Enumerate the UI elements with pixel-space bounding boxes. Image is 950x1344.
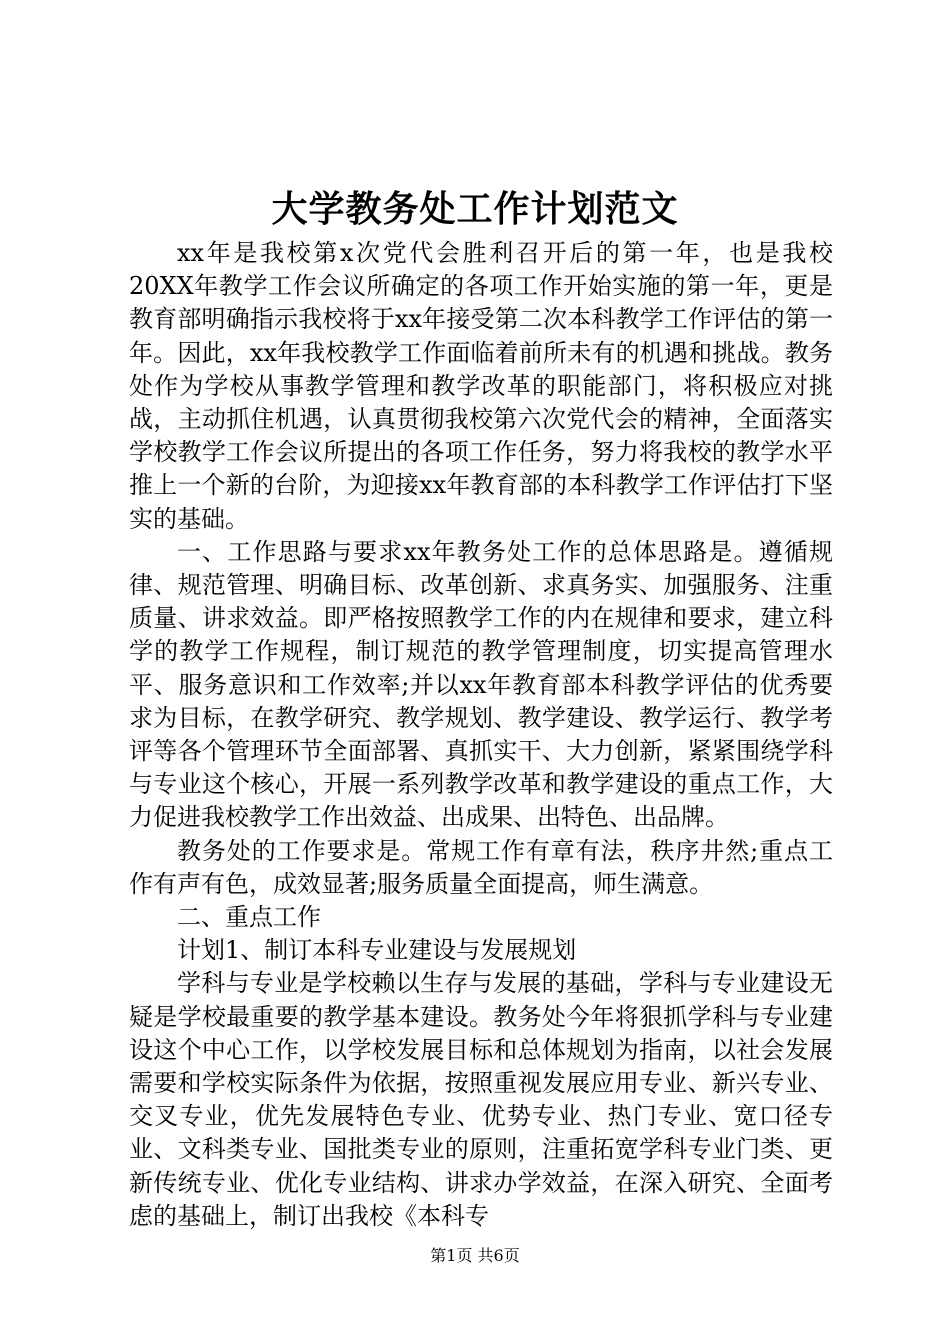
page-number-footer: 第1页 共6页 [430, 1246, 520, 1265]
document-title: 大学教务处工作计划范文 [271, 188, 679, 230]
paragraph-intro: xx年是我校第x次党代会胜利召开后的第一年，也是我校20XX年教学工作会议所确定的各项工作开始实施的第一年，更是教育部明确指示我校将于xx年接受第二次本科教学工作评估的第一年。因此，xx年我校教学工作面临着前所未有的机遇和挑战。教务处作为学校从事教学管理和教学改革的职能部门，将积极应对挑战，主动抓住机遇，认真贯彻我校第六次党代会的精神，全面落实学校教学工作会议所提出的各项工作任务，努力将我校的教学水平推上一个新的台阶，为迎接xx年教育部的本科教学工作评估打下坚实的基础。 [129, 239, 833, 533]
document-body [129, 237, 833, 1233]
heading-plan-1: 计划1、制订本科专业建设与发展规划 [177, 936, 577, 965]
heading-key-work: 二、重点工作 [177, 903, 321, 932]
paragraph-section-one: 一、工作思路与要求xx年教务处工作的总体思路是。遵循规律、规范管理、明确目标、改革创新、求真务实、加强服务、注重质量、讲求效益。即严格按照教学工作的内在规律和要求，建立科学的教学工作规程，制订规范的教学管理制度，切实提高管理水平、服务意识和工作效率;并以xx年教育部本科教学评估的优秀要求为目标，在教学研究、教学规划、教学建设、教学运行、教学考评等各个管理环节全面部署、真抓实干、大力创新，紧紧围绕学科与专业这个核心，开展一系列教学改革和教学建设的重点工作，大力促进我校教学工作出效益、出成果、出特色、出品牌。 [129, 537, 833, 832]
paragraph-requirements: 教务处的工作要求是。常规工作有章有法，秩序井然;重点工作有声有色，成效显著;服务质量全面提高，师生满意。 [129, 836, 833, 898]
paragraph-plan-1-body: 学科与专业是学校赖以生存与发展的基础，学科与专业建设无疑是学校最重要的教学基本建设。教务处今年将狠抓学科与专业建设这个中心工作，以学校发展目标和总体规划为指南，以社会发展需要和学校实际条件为依据，按照重视发展应用专业、新兴专业、交叉专业，优先发展特色专业、优势专业、热门专业、宽口径专业、文科类专业、国批类专业的原则，注重拓宽学科专业门类、更新传统专业、优化专业结构、讲求办学效益，在深入研究、全面考虑的基础上，制订出我校《本科专 [129, 969, 833, 1230]
